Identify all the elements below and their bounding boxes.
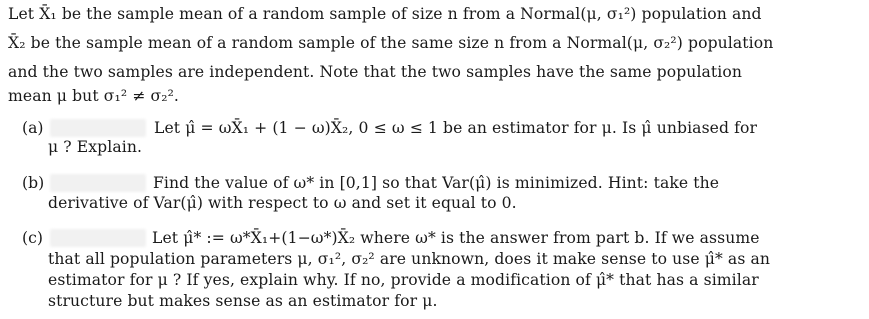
part-a-line-2: μ ? Explain. bbox=[48, 138, 143, 156]
intro-line-2: X̄₂ be the sample mean of a random sample of the same size n from a Normal(μ, σ₂²) population bbox=[8, 34, 774, 52]
part-c-line-1: Let μ̂* := ω*X̄₁+(1−ω*)X̄₂ where ω* is the answer from part b. If we assume bbox=[152, 229, 760, 247]
intro-line-3: and the two samples are independent. Note that the two samples have the same population bbox=[8, 63, 743, 81]
intro-line-1: Let X̄₁ be the sample mean of a random sample of size n from a Normal(μ, σ₁²) population and bbox=[8, 5, 762, 23]
part-a-line-1: Let μ̂ = ωX̄₁ + (1 − ω)X̄₂, 0 ≤ ω ≤ 1 be an estimator for μ. Is μ̂ unbiased for bbox=[154, 119, 758, 137]
intro-line-4: mean μ but σ₁² ≠ σ₂². bbox=[8, 87, 179, 105]
part-c-line-2: that all population parameters μ, σ₁², σ₂² are unknown, does it make sense to use μ̂* as an bbox=[48, 250, 771, 268]
part-b-line-1: Find the value of ω* in [0,1] so that Var(μ̂) is minimized. Hint: take the bbox=[153, 174, 720, 192]
part-b-label: (b) bbox=[22, 174, 45, 192]
part-c-line-3: estimator for μ ? If yes, explain why. If no, provide a modification of μ̂* that has a similar bbox=[48, 271, 759, 289]
part-a-redaction bbox=[50, 119, 146, 137]
part-b-line-2: derivative of Var(μ̂) with respect to ω and set it equal to 0. bbox=[48, 194, 517, 212]
part-c-redaction bbox=[50, 229, 146, 247]
part-b-redaction bbox=[50, 174, 146, 192]
part-c-line-4: structure but makes sense as an estimator for μ. bbox=[48, 292, 438, 310]
part-c-label: (c) bbox=[22, 229, 43, 247]
part-a-label: (a) bbox=[22, 119, 44, 137]
